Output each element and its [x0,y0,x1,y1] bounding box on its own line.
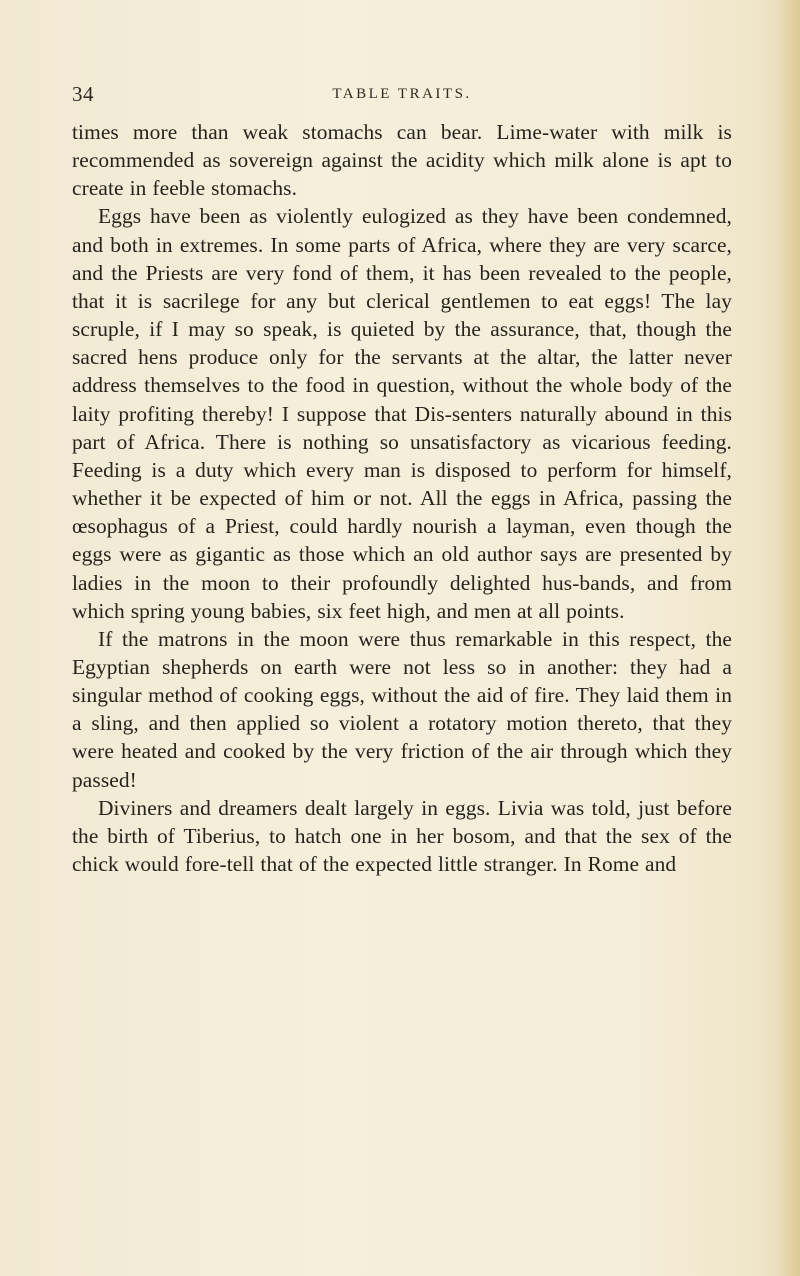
running-head: TABLE TRAITS. [332,86,472,102]
page-number: 34 [72,82,94,106]
page-header [72,82,732,108]
paragraph-diviners: Diviners and dreamers dealt largely in eggs. Livia was told, just before the birth of Tiberius, to hatch one in her bosom, and that the sex of the chick would fore-tell that of the expected little stranger. In Rome and [72,795,732,877]
body-text [72,118,732,878]
paragraph-continued: times more than weak stomachs can bear. Lime-water with milk is recommended as sovereign against the acidity which milk alone is apt to create in feeble stomachs. [72,120,732,201]
page-edge-shadow [778,0,800,1276]
paragraph-eggs: Eggs have been as violently eulogized as they have been condemned, and both in extremes. In some parts of Africa, where they are very scarce, and the Priests are very fond of them, it has been revealed to the people, that it is sacrilege for any but clerical gentlemen to eat eggs! The lay scruple, if I may so speak, is quieted by the assurance, that, though the sacred hens produce only for the servants at the altar, the latter never address themselves to the food in question, without the whole body of the laity profiting thereby! I suppose that Dis-senters naturally abound in this part of Africa. There is nothing so unsatisfactory as vicarious feeding. Feeding is a duty which every man is disposed to perform for himself, whether it be expected of him or not. All the eggs in Africa, passing the œsophagus of a Priest, could hardly nourish a layman, even though the eggs were as gigantic as those which an old author says are presented by ladies in the moon to their profoundly delighted hus-bands, and from which spring young babies, six feet high, and men at all points. [72,204,732,623]
paragraph-matrons: If the matrons in the moon were thus remarkable in this respect, the Egyptian shepherds on earth were not less so in another: they had a singular method of cooking eggs, without the aid of fire. They laid them in a sling, and then applied so violent a rotatory motion thereto, that they were heated and cooked by the very friction of the air through which they passed! [72,626,732,792]
